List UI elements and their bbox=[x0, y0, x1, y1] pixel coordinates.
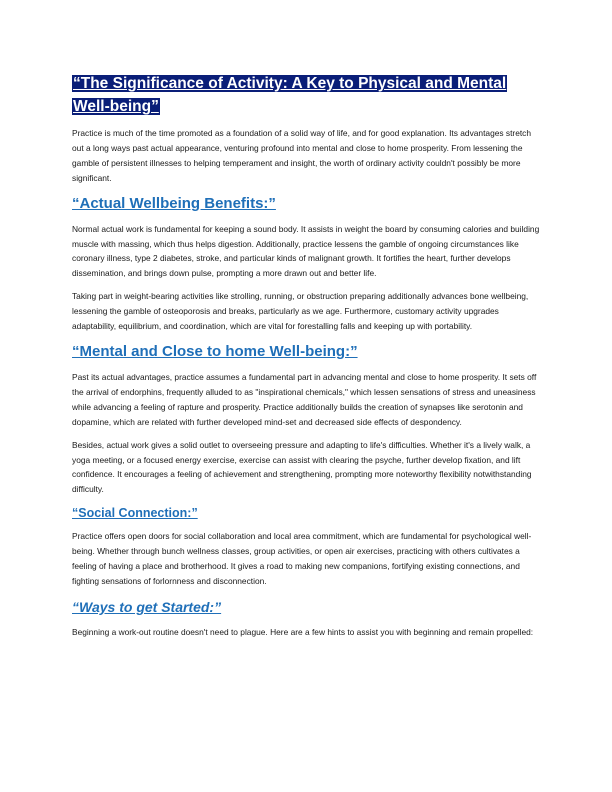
mental-paragraph-1: Past its actual advantages, practice assumes a fundamental part in advancing mental and close to home prosperity. It sets off the arrival of endorphins, frequently alluded to as "inspirational chemicals," which lessen sensations of stress and uneasiness while advancing a feeling of rapture and prosperity. Practice additionally builds the creation of synapses like serotonin and dopamine, which are related with further developed mind-set and decreased side effects of despondency. bbox=[72, 371, 537, 427]
document-page bbox=[72, 72, 540, 648]
section-heading-mental bbox=[72, 342, 540, 362]
intro-paragraph: Practice is much of the time promoted as a foundation of a solid way of life, and for good explanation. Its advantages stretch out a long ways past actual appearance, venturing profound into mental and close to home prosperity. From lessening the gamble of persistent illnesses to helping temperament and insight, the worth of ordinary activity couldn't possibly be more significant. bbox=[72, 128, 532, 183]
document-title bbox=[72, 72, 540, 118]
section-heading-physical-text: “Actual Wellbeing Benefits:” bbox=[72, 194, 276, 212]
section-heading-started-text: “Ways to get Started:” bbox=[72, 598, 222, 615]
section-heading-social-text: “Social Connection:” bbox=[72, 506, 198, 521]
physical-paragraph-2: Taking part in weight-bearing activities like strolling, running, or obstruction preparing additionally advances bone wellbeing, lessening the gamble of osteoporosis and breaks, particularly as we age. Furthermore, customary activity upgrades adaptability, equilibrium, and coordination, which are vital for forestalling falls and keeping up with portability. bbox=[72, 291, 529, 332]
physical-paragraph-1: Normal actual work is fundamental for keeping a sound body. It assists in weight the board by consuming calories and building muscle with massing, which thus helps digestion. Additionally, practice lessens the gamble of ongoing circumstances like coronary illness, type 2 diabetes, stroke, and particular kinds of malignant growth. It fortifies the heart, further develops dissemination, and brings down pulse, prompting a more drawn out and better life. bbox=[72, 223, 540, 279]
document-title-text: “The Significance of Activity: A Key to Physical and Mental Well-being” bbox=[73, 75, 507, 115]
section-heading-social bbox=[72, 505, 540, 522]
section-heading-started bbox=[72, 597, 540, 617]
section-heading-physical bbox=[72, 194, 540, 214]
started-paragraph-1: Beginning a work-out routine doesn't need to plague. Here are a few hints to assist you with beginning and remain propelled: bbox=[72, 626, 534, 637]
social-paragraph-1: Practice offers open doors for social collaboration and local area commitment, which are fundamental for psychological well-being. Whether through bunch wellness classes, group activities, or open air exercises, practicing with others cultivates a feeling of having a place and brotherhood. It gives a road to making new companions, fortifying existing connections, and fighting sensations of forlornness and disconnection. bbox=[72, 531, 532, 586]
section-heading-mental-text: “Mental and Close to home Well-being:” bbox=[72, 342, 358, 360]
mental-paragraph-2: Besides, actual work gives a solid outlet to overseeing pressure and adapting to life's difficulties. Whether it's a lively walk, a yoga meeting, or a focused energy exercise, exercise can assist with clearing the psyche, further develop fixation, and lift confidence. It encourages a feeling of achievement and strengthening, prompting more noteworthy flexibility notwithstanding difficulty. bbox=[72, 439, 532, 495]
